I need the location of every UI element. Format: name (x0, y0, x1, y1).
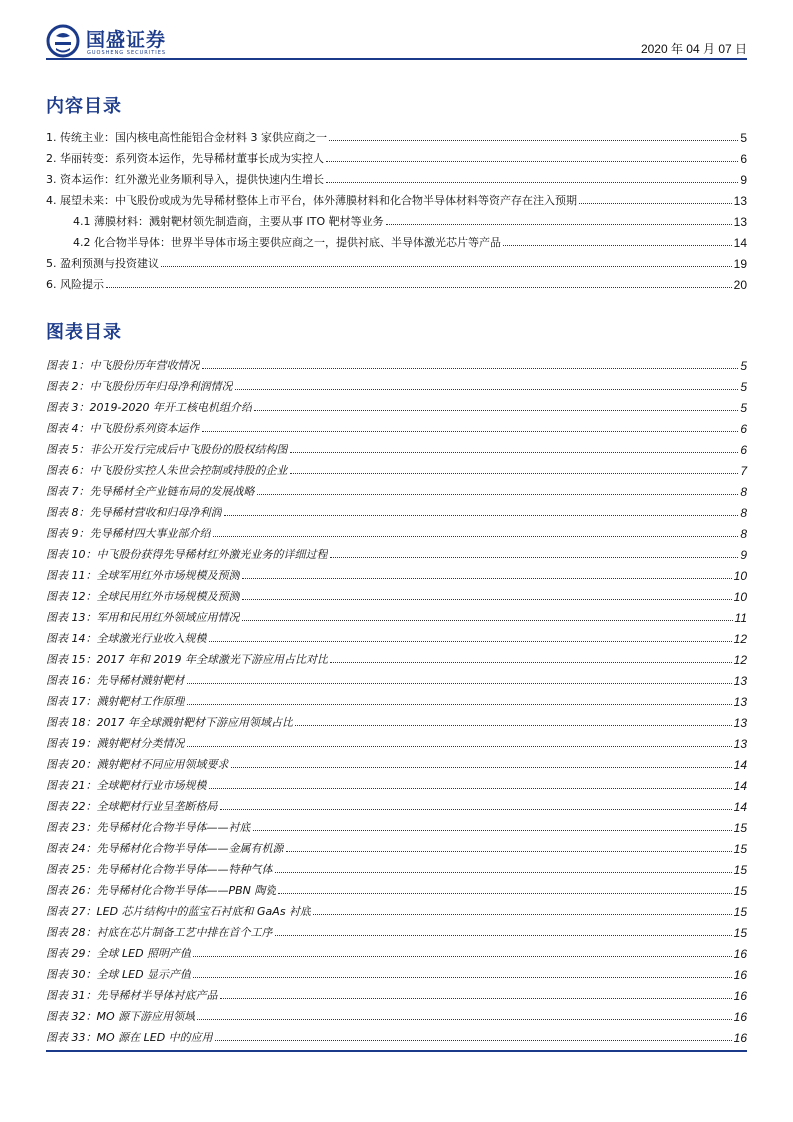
toc-leader-dots (193, 956, 732, 957)
toc-entry-page: 7 (740, 464, 747, 478)
toc-entry-label: 图表 31：先导稀材半导体衬底产品 (46, 989, 218, 1002)
toc-entry[interactable] (46, 1024, 747, 1045)
toc-leader-dots (253, 830, 732, 831)
toc-entry-label: 图表 4：中飞股份系列资本运作 (46, 422, 200, 435)
toc-entry[interactable] (46, 166, 747, 187)
toc-entry-label: 图表 10：中飞股份获得先导稀材红外激光业务的详细过程 (46, 548, 328, 561)
toc-entry-page: 15 (733, 905, 747, 919)
toc-leader-dots (202, 368, 739, 369)
header-divider (46, 58, 747, 60)
toc-entry-label: 图表 29：全球 LED 照明产值 (46, 947, 192, 960)
toc-entry[interactable] (46, 145, 747, 166)
toc-entry-label: 图表 20：溅射靶材不同应用领域要求 (46, 758, 229, 771)
toc-entry[interactable] (46, 250, 747, 271)
toc-entry[interactable] (46, 436, 747, 457)
toc-entry[interactable] (46, 877, 747, 898)
toc-entry-page: 15 (733, 926, 747, 940)
toc-entry-page: 12 (733, 653, 747, 667)
toc-entry-label: 图表 16：先导稀材溅射靶材 (46, 674, 185, 687)
logo-text: 国盛证券 (86, 29, 167, 51)
toc-entry-label: 图表 25：先导稀材化合物半导体——特种气体 (46, 863, 273, 876)
toc-leader-dots (235, 389, 739, 390)
toc-entry[interactable] (46, 1003, 747, 1024)
toc-entry-page: 13 (733, 194, 747, 208)
toc-entry-page: 13 (733, 215, 747, 229)
toc-entry[interactable] (46, 124, 747, 145)
toc-entry-label: 图表 8：先导稀材营收和归母净利润 (46, 506, 222, 519)
toc-entry-label: 图表 13：军用和民用红外领域应用情况 (46, 611, 240, 624)
toc-entry[interactable] (46, 898, 747, 919)
toc-entry[interactable] (46, 730, 747, 751)
toc-entry-label: 图表 1：中飞股份历年营收情况 (46, 359, 200, 372)
toc-entry-page: 15 (733, 821, 747, 835)
toc-entry-label: 图表 14：全球激光行业收入规模 (46, 632, 207, 645)
toc-entry[interactable] (46, 352, 747, 373)
toc-leader-dots (202, 431, 739, 432)
toc-entry-page: 20 (733, 278, 747, 292)
toc-entry-label: 图表 33：MO 源在 LED 中的应用 (46, 1031, 213, 1044)
toc-entry-page: 16 (733, 1010, 747, 1024)
toc-entry-label: 图表 32：MO 源下游应用领域 (46, 1010, 196, 1023)
toc-entry[interactable] (46, 562, 747, 583)
toc-entry-label: 图表 18：2017 年全球溅射靶材下游应用领域占比 (46, 716, 293, 729)
toc-entry-label: 4. 展望未来：中飞股份或成为先导稀材整体上市平台，体外薄膜材料和化合物半导体材料等资产存在注入预期 (46, 194, 577, 207)
toc-leader-dots (220, 809, 732, 810)
toc-entry[interactable] (46, 793, 747, 814)
toc-leader-dots (579, 203, 732, 204)
toc-entry[interactable] (46, 229, 747, 250)
toc-leader-dots (213, 536, 739, 537)
toc-leader-dots (187, 704, 732, 705)
toc-leader-dots (242, 599, 732, 600)
toc-entry[interactable] (46, 541, 747, 562)
toc-leader-dots (290, 473, 739, 474)
toc-entry[interactable] (46, 457, 747, 478)
toc-entry-page: 15 (733, 863, 747, 877)
toc-entry[interactable] (46, 751, 747, 772)
toc-entry-page: 13 (733, 674, 747, 688)
toc-entry-page: 8 (740, 506, 747, 520)
toc-entry[interactable] (46, 583, 747, 604)
toc-leader-dots (278, 893, 731, 894)
toc-leader-dots (386, 224, 732, 225)
toc-entry-label: 图表 27：LED 芯片结构中的蓝宝石衬底和 GaAs 衬底 (46, 905, 312, 918)
toc-leader-dots (329, 140, 738, 141)
toc-entry-page: 16 (733, 1031, 747, 1045)
toc-leader-dots (242, 578, 732, 579)
toc-entry[interactable] (46, 772, 747, 793)
toc-leader-dots (275, 935, 732, 936)
toc-entry-label: 4.1 薄膜材料：溅射靶材领先制造商，主要从事 ITO 靶材等业务 (73, 215, 384, 228)
toc-leader-dots (290, 452, 739, 453)
figures-list (46, 352, 747, 1045)
toc-entry-label: 图表 3：2019-2020 年开工核电机组介绍 (46, 401, 252, 414)
toc-leader-dots (326, 182, 738, 183)
toc-leader-dots (197, 1019, 732, 1020)
toc-entry-page: 6 (740, 422, 747, 436)
toc-leader-dots (209, 788, 732, 789)
toc-entry-page: 16 (733, 989, 747, 1003)
toc-leader-dots (254, 410, 738, 411)
toc-entry[interactable] (46, 187, 747, 208)
toc-leader-dots (286, 851, 732, 852)
toc-leader-dots (503, 245, 732, 246)
toc-entry-page: 12 (733, 632, 747, 646)
toc-entry-page: 16 (733, 947, 747, 961)
toc-entry-label: 图表 2：中飞股份历年归母净利润情况 (46, 380, 233, 393)
toc-entry-page: 16 (733, 968, 747, 982)
toc-leader-dots (187, 746, 732, 747)
toc-leader-dots (161, 266, 732, 267)
toc-entry-label: 图表 6：中飞股份实控人朱世会控制或持股的企业 (46, 464, 288, 477)
contents-list (46, 124, 747, 292)
toc-entry-page: 13 (733, 695, 747, 709)
toc-leader-dots (193, 977, 732, 978)
toc-entry-page: 9 (740, 548, 747, 562)
guosheng-logo-icon (46, 24, 80, 58)
toc-entry[interactable] (46, 856, 747, 877)
toc-entry[interactable] (46, 646, 747, 667)
toc-leader-dots (215, 1040, 732, 1041)
toc-entry-page: 14 (733, 779, 747, 793)
toc-entry-label: 3. 资本运作：红外激光业务顺利导入，提供快速内生增长 (46, 173, 324, 186)
toc-leader-dots (257, 494, 739, 495)
toc-entry-page: 15 (733, 884, 747, 898)
toc-entry-label: 2. 华丽转变：系列资本运作，先导稀材董事长成为实控人 (46, 152, 324, 165)
toc-entry-label: 图表 26：先导稀材化合物半导体——PBN 陶瓷 (46, 884, 277, 897)
toc-leader-dots (187, 683, 732, 684)
toc-entry-label: 图表 7：先导稀材全产业链布局的发展战略 (46, 485, 255, 498)
toc-leader-dots (295, 725, 732, 726)
toc-entry-page: 10 (733, 569, 747, 583)
figures-title: 图表目录 (46, 322, 122, 343)
toc-entry-page: 5 (740, 359, 747, 373)
toc-entry[interactable] (46, 271, 747, 292)
toc-entry-label: 图表 15：2017 年和 2019 年全球激光下游应用占比对比 (46, 653, 328, 666)
toc-leader-dots (224, 515, 739, 516)
toc-leader-dots (313, 914, 732, 915)
toc-entry-page: 5 (740, 401, 747, 415)
toc-entry-label: 图表 11：全球军用红外市场规模及预测 (46, 569, 240, 582)
toc-entry-page: 13 (733, 737, 747, 751)
toc-entry-page: 6 (740, 152, 747, 166)
toc-entry-label: 图表 9：先导稀材四大事业部介绍 (46, 527, 211, 540)
toc-entry[interactable] (46, 625, 747, 646)
toc-leader-dots (220, 998, 732, 999)
toc-entry[interactable] (46, 835, 747, 856)
toc-entry[interactable] (46, 499, 747, 520)
toc-entry-label: 图表 17：溅射靶材工作原理 (46, 695, 185, 708)
toc-entry-page: 9 (740, 173, 747, 187)
toc-entry[interactable] (46, 520, 747, 541)
contents-title: 内容目录 (46, 96, 122, 117)
toc-entry-page: 6 (740, 443, 747, 457)
toc-entry-page: 8 (740, 485, 747, 499)
toc-entry-label: 图表 12：全球民用红外市场规模及预测 (46, 590, 240, 603)
toc-entry[interactable] (46, 688, 747, 709)
toc-entry-page: 14 (733, 800, 747, 814)
toc-entry-label: 图表 19：溅射靶材分类情况 (46, 737, 185, 750)
toc-entry-label: 图表 22：全球靶材行业呈垄断格局 (46, 800, 218, 813)
toc-entry-label: 4.2 化合物半导体：世界半导体市场主要供应商之一，提供衬底、半导体激光芯片等产品 (73, 236, 501, 249)
toc-entry-label: 图表 23：先导稀材化合物半导体——衬底 (46, 821, 251, 834)
toc-entry[interactable] (46, 919, 747, 940)
report-date: 2020 年 04 月 07 日 (640, 42, 747, 56)
toc-entry[interactable] (46, 394, 747, 415)
toc-entry-page: 8 (740, 527, 747, 541)
toc-entry-page: 13 (733, 716, 747, 730)
toc-entry[interactable] (46, 478, 747, 499)
footer-divider (46, 1050, 747, 1052)
toc-leader-dots (242, 620, 733, 621)
toc-entry-label: 图表 30：全球 LED 显示产值 (46, 968, 192, 981)
toc-entry-label: 图表 24：先导稀材化合物半导体——金属有机源 (46, 842, 284, 855)
toc-entry-page: 10 (733, 590, 747, 604)
toc-entry-page: 14 (733, 758, 747, 772)
toc-entry-page: 19 (733, 257, 747, 271)
toc-leader-dots (330, 557, 739, 558)
toc-entry[interactable] (46, 415, 747, 436)
toc-entry-page: 5 (740, 131, 747, 145)
toc-entry[interactable] (46, 667, 747, 688)
toc-entry-label: 6. 风险提示 (46, 278, 104, 291)
toc-entry-label: 图表 21：全球靶材行业市场规模 (46, 779, 207, 792)
toc-entry-label: 1. 传统主业：国内核电高性能铝合金材料 3 家供应商之一 (46, 131, 327, 144)
toc-entry[interactable] (46, 961, 747, 982)
toc-entry[interactable] (46, 814, 747, 835)
toc-entry-label: 图表 5：非公开发行完成后中飞股份的股权结构图 (46, 443, 288, 456)
toc-entry[interactable] (46, 940, 747, 961)
toc-entry[interactable] (46, 373, 747, 394)
toc-entry[interactable] (46, 982, 747, 1003)
toc-entry-page: 11 (734, 611, 747, 625)
toc-leader-dots (326, 161, 738, 162)
toc-entry[interactable] (46, 709, 747, 730)
toc-entry-page: 5 (740, 380, 747, 394)
toc-entry-label: 图表 28：衬底在芯片制备工艺中排在首个工序 (46, 926, 273, 939)
toc-entry[interactable] (46, 208, 747, 229)
toc-leader-dots (275, 872, 732, 873)
toc-entry-page: 14 (733, 236, 747, 250)
toc-leader-dots (106, 287, 732, 288)
toc-leader-dots (231, 767, 732, 768)
logo-subtext: GUOSHENG SECURITIES (87, 50, 167, 56)
toc-entry-label: 5. 盈利预测与投资建议 (46, 257, 159, 270)
toc-leader-dots (209, 641, 732, 642)
toc-entry-page: 15 (733, 842, 747, 856)
toc-entry[interactable] (46, 604, 747, 625)
toc-leader-dots (330, 662, 732, 663)
